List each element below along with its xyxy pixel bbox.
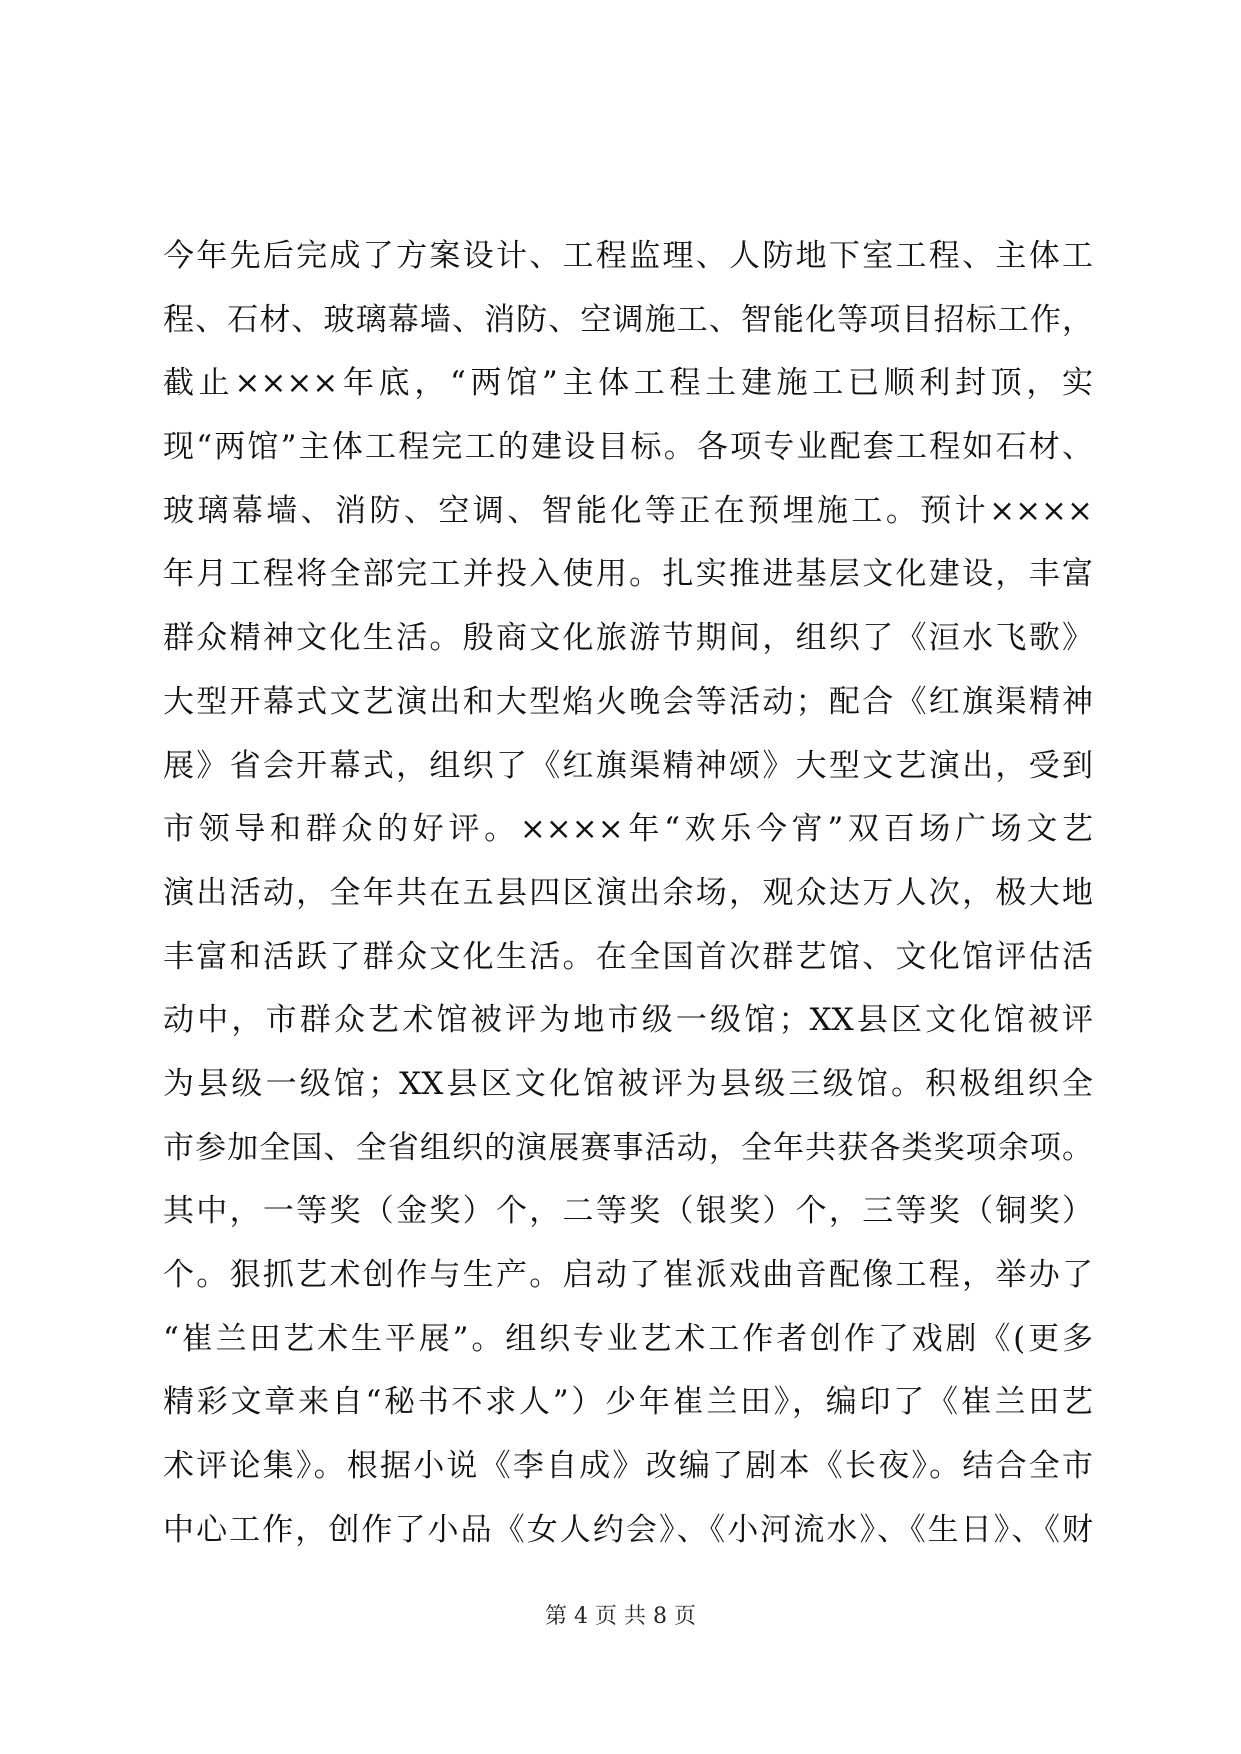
text-line-10: 市领导和群众的好评。××××年“欢乐今宵”双百场广场文艺 [163, 811, 1093, 848]
text-line-16: 其中，一等奖（金奖）个，二等奖（银奖）个，三等奖（铜奖） [163, 1193, 1093, 1230]
text-line-11: 演出活动，全年共在五县四区演出余场，观众达万人次，极大地 [163, 874, 1093, 911]
text-line-3: 截止××××年底，“两馆”主体工程土建施工已顺利封顶，实 [163, 365, 1093, 402]
text-line-8: 大型开幕式文艺演出和大型焰火晚会等活动；配合《红旗渠精神 [163, 683, 1093, 720]
text-line-20: 术评论集》。根据小说《李自成》改编了剧本《长夜》。结合全市 [163, 1448, 1093, 1485]
text-line-17: 个。狠抓艺术创作与生产。启动了崔派戏曲音配像工程，举办了 [163, 1257, 1093, 1293]
text-line-13: 动中，市群众艺术馆被评为地市级一级馆；XX县区文化馆被评 [163, 1002, 1093, 1039]
text-line-6: 年月工程将全部完工并投入使用。扎实推进基层文化建设，丰富 [163, 556, 1093, 593]
text-line-15: 市参加全国、全省组织的演展赛事活动，全年共获各类奖项余项。 [163, 1129, 1093, 1166]
text-line-9: 展》省会开幕式，组织了《红旗渠精神颂》大型文艺演出，受到 [163, 747, 1093, 784]
text-line-4: 现“两馆”主体工程完工的建设目标。各项专业配套工程如石材、 [163, 429, 1093, 466]
body-text [163, 225, 1093, 1562]
text-line-2: 程、石材、玻璃幕墙、消防、空调施工、智能化等项目招标工作， [163, 301, 1093, 338]
page-footer [0, 1602, 1241, 1632]
text-line-1: 今年先后完成了方案设计、工程监理、人防地下室工程、主体工 [163, 238, 1093, 274]
text-line-21: 中心工作，创作了小品《女人约会》、《小河流水》、《生日》、《财 [163, 1511, 1093, 1548]
text-line-5: 玻璃幕墙、消防、空调、智能化等正在预埋施工。预计×××× [163, 492, 1093, 529]
page-number-label: 第 4 页 共 8 页 [545, 1604, 696, 1629]
text-line-18: “崔兰田艺术生平展”。组织专业艺术工作者创作了戏剧《(更多 [163, 1320, 1093, 1357]
text-line-7: 群众精神文化生活。殷商文化旅游节期间，组织了《洹水飞歌》 [163, 620, 1093, 657]
text-line-12: 丰富和活跃了群众文化生活。在全国首次群艺馆、文化馆评估活 [163, 938, 1093, 975]
text-line-19: 精彩文章来自“秘书不求人”）少年崔兰田》，编印了《崔兰田艺 [163, 1384, 1093, 1421]
text-line-14: 为县级一级馆；XX县区文化馆被评为县级三级馆。积极组织全 [163, 1065, 1093, 1102]
